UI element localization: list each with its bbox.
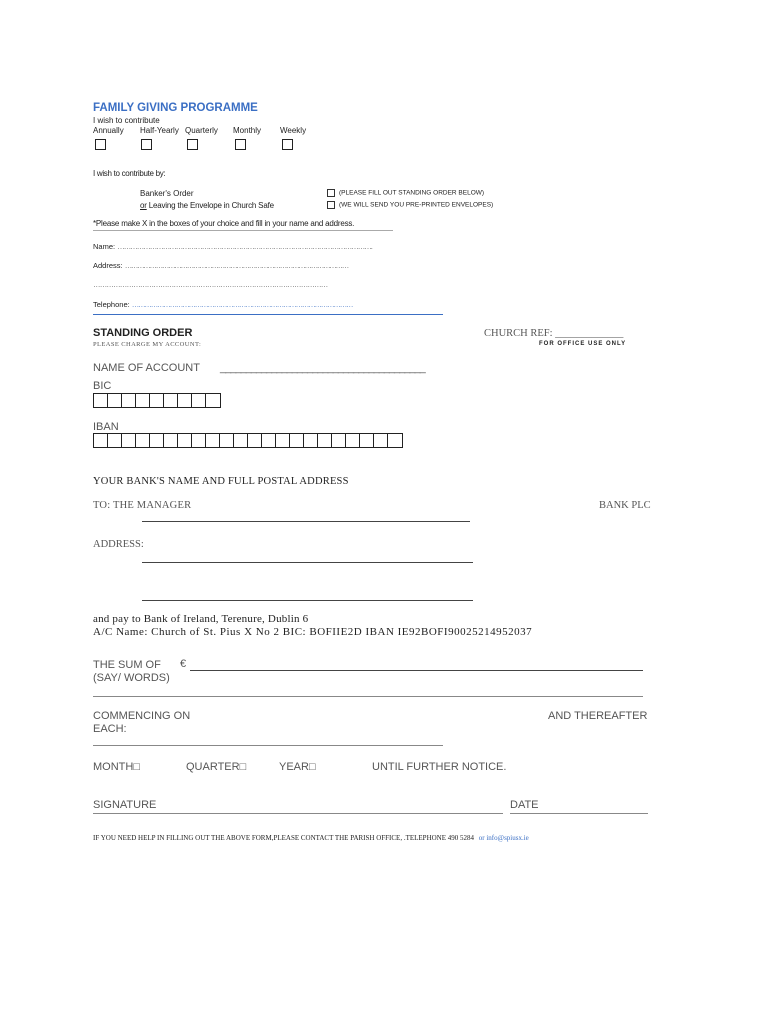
email-link[interactable]: or info@spiusx.ie xyxy=(478,834,529,842)
checkbox-weekly[interactable] xyxy=(282,139,293,150)
checkbox-envelope[interactable] xyxy=(327,201,335,209)
signature-line[interactable] xyxy=(93,813,503,814)
or-text: or xyxy=(140,201,147,210)
thereafter-label: AND THEREAFTER xyxy=(548,710,648,722)
envelopes-note xyxy=(327,201,493,209)
charge-account-subtitle: PLEASE CHARGE MY ACCOUNT: xyxy=(93,341,202,348)
manager-line[interactable] xyxy=(142,521,470,522)
option-quarter[interactable]: QUARTER□ xyxy=(186,761,247,773)
bank-heading: YOUR BANK'S NAME AND FULL POSTAL ADDRESS xyxy=(93,476,349,487)
freq-quarterly-label: Quarterly xyxy=(185,126,218,135)
intro-text: I wish to contribute xyxy=(93,116,160,125)
signature-label: SIGNATURE xyxy=(93,799,157,811)
telephone-dots: …………………………………………………………………………………………… xyxy=(131,300,353,309)
option-year[interactable]: YEAR□ xyxy=(279,761,316,773)
to-manager-label: TO: THE MANAGER xyxy=(93,500,192,511)
help-text: IF YOU NEED HELP IN FILLING OUT THE ABOVE FORM,PLEASE CONTACT THE PARISH OFFICE, .TELEPHONE 490 5284 xyxy=(93,834,475,842)
bic-label: BIC xyxy=(93,380,112,392)
freq-half-yearly-label: Half-Yearly xyxy=(140,126,179,135)
checkbox-monthly[interactable] xyxy=(235,139,246,150)
envelope-option xyxy=(140,201,274,210)
bank-address-label: ADDRESS: xyxy=(93,539,144,550)
iban-label: IBAN xyxy=(93,421,119,433)
name-label: Name: xyxy=(93,242,116,251)
telephone-label: Telephone: xyxy=(93,300,130,309)
standing-order-note xyxy=(327,189,484,197)
commencing-line[interactable] xyxy=(93,745,443,746)
section-divider xyxy=(93,314,443,315)
note-standing-order: (PLEASE FILL OUT STANDING ORDER BELOW) xyxy=(339,189,485,197)
checkbox-half-yearly[interactable] xyxy=(141,139,152,150)
say-words-label: (SAY/ WORDS) xyxy=(93,672,170,684)
instruction-text: *Please make X in the boxes of your choice and fill in your name and address. xyxy=(93,219,355,228)
freq-annually-label: Annually xyxy=(93,126,124,135)
commencing-label: COMMENCING ON xyxy=(93,710,191,722)
checkbox-quarterly[interactable] xyxy=(187,139,198,150)
checkbox-annually[interactable] xyxy=(95,139,106,150)
envelope-label: Leaving the Envelope in Church Safe xyxy=(148,201,274,210)
date-label: DATE xyxy=(510,799,539,811)
name-of-account-label: NAME OF ACCOUNT xyxy=(93,362,200,374)
words-line[interactable] xyxy=(93,696,643,697)
telephone-field[interactable] xyxy=(93,300,352,309)
option-month[interactable]: MONTH□ xyxy=(93,761,140,773)
sum-label: THE SUM OF xyxy=(93,659,161,671)
contribute-by-heading: I wish to contribute by: xyxy=(93,169,166,178)
euro-sign: € xyxy=(180,658,187,670)
church-ref[interactable]: CHURCH REF: _____________ xyxy=(484,328,624,339)
help-footer xyxy=(93,834,529,842)
name-dots: ………………………………………………………………………………………………………. xyxy=(117,242,372,251)
standing-order-title: STANDING ORDER xyxy=(93,327,193,339)
address-field[interactable] xyxy=(93,261,348,270)
note-envelopes: (WE WILL SEND YOU PRE-PRINTED ENVELOPES) xyxy=(339,201,494,209)
freq-monthly-label: Monthly xyxy=(233,126,262,135)
name-of-account-input[interactable]: ________________________________________ xyxy=(220,362,425,374)
each-label: EACH: xyxy=(93,723,127,735)
until-notice-text: UNTIL FURTHER NOTICE. xyxy=(372,761,507,773)
payee-line-2: A/C Name: Church of St. Pius X No 2 BIC: BOFIIE2D IBAN IE92BOFI90025214952037 xyxy=(93,626,533,638)
bankers-order-label: Banker's Order xyxy=(140,189,194,198)
checkbox-bankers-order[interactable] xyxy=(327,189,335,197)
payee-line-1: and pay to Bank of Ireland, Terenure, Dublin 6 xyxy=(93,613,309,625)
address-dots: ……………………………………………………………………………………………… xyxy=(124,261,348,270)
date-line[interactable] xyxy=(510,813,648,814)
iban-input-grid[interactable] xyxy=(93,433,403,448)
bank-plc-label: BANK PLC xyxy=(599,500,651,511)
freq-weekly-label: Weekly xyxy=(280,126,307,135)
name-field[interactable] xyxy=(93,242,372,251)
bank-address-line-2[interactable] xyxy=(142,600,473,601)
office-use-label: FOR OFFICE USE ONLY xyxy=(539,341,627,347)
bic-input-grid[interactable] xyxy=(93,393,221,408)
bank-address-line-1[interactable] xyxy=(142,562,473,563)
address-line-2[interactable]: …………………………………………………………………………………………… xyxy=(93,280,328,289)
address-label: Address: xyxy=(93,261,123,270)
sum-line[interactable] xyxy=(190,670,643,671)
form-title: FAMILY GIVING PROGRAMME xyxy=(93,102,258,114)
